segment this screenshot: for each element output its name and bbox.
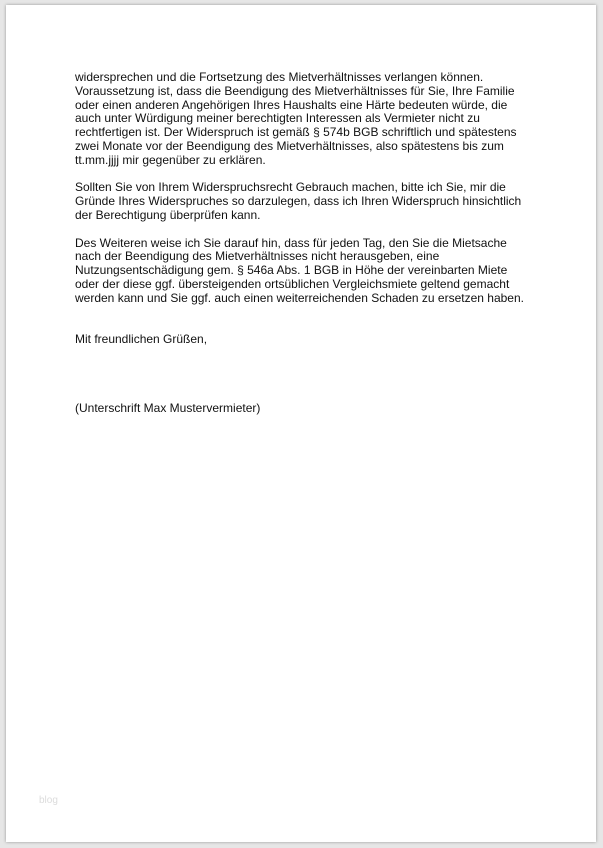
text-line: werden kann und Sie ggf. auch einen weiterreichenden Schaden zu ersetzen haben.: [75, 290, 524, 305]
paragraph-objection-right: [75, 71, 545, 168]
text-line: Nutzungsentschädigung gem. § 546a Abs. 1 BGB in Höhe der vereinbarten Miete: [75, 263, 508, 278]
closing-greeting: Mit freundlichen Grüßen,: [75, 332, 208, 347]
paragraph-objection-reasons: [75, 181, 545, 222]
text-line: auch unter Würdigung meiner berechtigten Interessen als Vermieter nicht zu: [75, 111, 480, 126]
text-line: Des Weiteren weise ich Sie darauf hin, dass für jeden Tag, den Sie die Mietsache: [75, 235, 507, 250]
text-line: nach der Beendigung des Mietverhältnisses nicht herausgeben, eine: [75, 249, 440, 264]
signature-line: (Unterschrift Max Mustervermieter): [75, 400, 261, 415]
text-line: widersprechen und die Fortsetzung des Mietverhältnisses verlangen können.: [75, 70, 484, 84]
text-line: Sollten Sie von Ihrem Widerspruchsrecht Gebrauch machen, bitte ich Sie, mir die: [75, 180, 506, 195]
watermark: blog: [39, 795, 58, 806]
text-line: rechtfertigen ist. Der Widerspruch ist gemäß § 574b BGB schriftlich und spätestens: [75, 125, 517, 140]
text-line: oder einen anderen Angehörigen Ihres Haushalts eine Härte bedeuten würde, die: [75, 97, 508, 112]
spacer: [75, 361, 545, 402]
text-line: oder der diese ggf. übersteigenden ortsüblichen Vergleichsmiete geltend gemacht: [75, 276, 510, 291]
text-line: der Berechtigung überprüfen kann.: [75, 207, 261, 222]
spacer: [75, 319, 545, 333]
text-line: zwei Monate vor der Beendigung des Mietverhältnisses, also spätestens bis zum: [75, 138, 504, 153]
text-line: Voraussetzung ist, dass die Beendigung des Mietverhältnisses für Sie, Ihre Familie: [75, 83, 515, 98]
text-line: tt.mm.jjjj mir gegenüber zu erklären.: [75, 152, 266, 167]
document-page: [6, 5, 596, 842]
letter-body: [75, 71, 545, 430]
text-line: Gründe Ihres Widerspruches so darzulegen, dass ich Ihren Widerspruch hinsichtlich: [75, 194, 522, 209]
paragraph-compensation: [75, 237, 545, 306]
